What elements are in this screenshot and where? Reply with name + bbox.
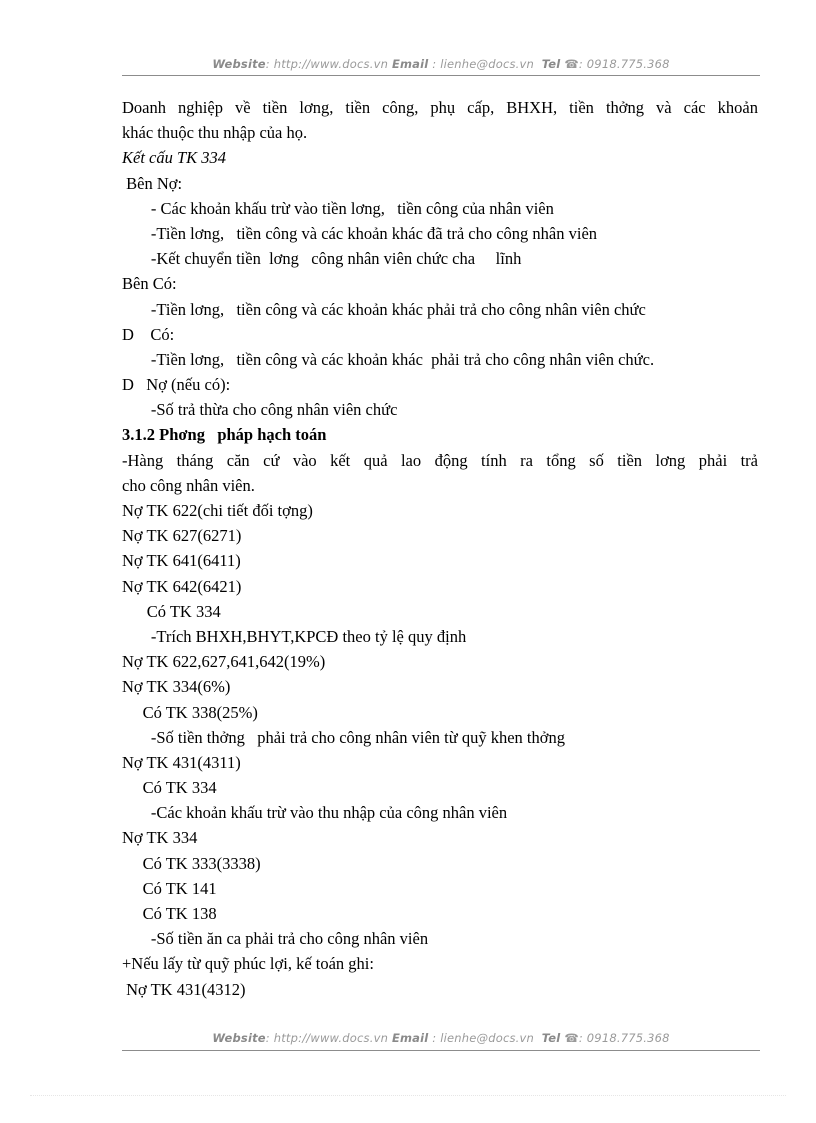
email-label: Email [391, 57, 429, 71]
paragraph-line: -Số trả thừa cho công nhân viên chức [122, 400, 398, 420]
paragraph-line: -Tiền lơng, tiền công và các khoản khác phải trả cho công nhân viên chức [122, 299, 646, 319]
paragraph-line: Doanh nghiệp về tiền lơng, tiền công, phụ cấp, BHXH, tiền thởng và các khoản [122, 98, 758, 117]
paragraph-line: Nợ TK 622,627,641,642(19%) [122, 652, 326, 672]
paragraph-line: -Kết chuyển tiền lơng công nhân viên chức cha lĩnh [122, 249, 522, 269]
paragraph-line: Nợ TK 642(6421) [122, 576, 242, 596]
paragraph-line: D Nợ (nếu có): [122, 375, 231, 395]
paragraph-line: khác thuộc thu nhập của họ. [122, 123, 308, 143]
paragraph-line: Nợ TK 641(6411) [122, 551, 241, 571]
paragraph-line: Nợ TK 334 [122, 828, 198, 848]
email-label: Email [391, 1031, 429, 1045]
paragraph-line: Có TK 333(3338) [122, 853, 261, 873]
tel-label: Tel [541, 57, 561, 71]
page-edge-dots [30, 1095, 786, 1096]
header-divider [122, 75, 760, 76]
paragraph-line: -Tiền lơng, tiền công và các khoản khác phải trả cho công nhân viên chức. [122, 349, 655, 369]
section-heading: 3.1.2 Phơng pháp hạch toán [122, 425, 327, 445]
paragraph-line: D Có: [122, 324, 175, 344]
paragraph-line: Có TK 141 [122, 878, 217, 898]
paragraph-line: - Các khoản khấu trừ vào tiền lơng, tiền công của nhân viên [122, 198, 554, 218]
document-body [122, 95, 758, 1002]
tel-label: Tel [541, 1031, 561, 1045]
paragraph-line: Có TK 338(25%) [122, 702, 258, 722]
paragraph-line: Nợ TK 334(6%) [122, 677, 231, 697]
website-label: Website [212, 57, 266, 71]
phone-icon: ☎ [564, 1031, 579, 1045]
website-label: Website [212, 1031, 266, 1045]
paragraph-line: Nợ TK 431(4312) [122, 979, 246, 999]
phone-icon: ☎ [564, 57, 579, 71]
paragraph-line: Nợ TK 431(4311) [122, 752, 241, 772]
footer-divider [122, 1050, 760, 1051]
page-footer [122, 1031, 760, 1045]
tel-number: : 0918.775.368 [578, 57, 670, 71]
page-header [122, 57, 760, 71]
paragraph-line: -Số tiền thởng phải trả cho công nhân viên từ quỹ khen thởng [122, 727, 565, 747]
website-url[interactable]: : http://www.docs.vn [265, 1031, 389, 1045]
section-subheading: Kết cấu TK 334 [122, 148, 227, 168]
paragraph-line: Bên Nợ: [122, 173, 183, 193]
tel-number: : 0918.775.368 [578, 1031, 670, 1045]
paragraph-line: -Các khoản khấu trừ vào thu nhập của công nhân viên [122, 803, 508, 823]
email-address[interactable]: : lienhe@docs.vn [432, 57, 535, 71]
paragraph-line: -Số tiền ăn ca phải trả cho công nhân viên [122, 929, 429, 949]
paragraph-line: +Nếu lấy từ quỹ phúc lợi, kế toán ghi: [122, 954, 374, 974]
paragraph-line: Bên Có: [122, 274, 177, 294]
paragraph-line: -Trích BHXH,BHYT,KPCĐ theo tỷ lệ quy định [122, 626, 467, 646]
paragraph-line: Có TK 334 [122, 778, 217, 798]
email-address[interactable]: : lienhe@docs.vn [432, 1031, 535, 1045]
paragraph-line: -Tiền lơng, tiền công và các khoản khác đã trả cho công nhân viên [122, 223, 598, 243]
paragraph-line: Có TK 334 [122, 601, 221, 621]
paragraph-line: Nợ TK 622(chi tiết đối tợng) [122, 501, 313, 520]
paragraph-line: cho công nhân viên. [122, 475, 255, 495]
paragraph-line: -Hàng tháng căn cứ vào kết quả lao động tính ra tổng số tiền lơng phải trả [122, 450, 758, 470]
paragraph-line: Nợ TK 627(6271) [122, 526, 242, 546]
paragraph-line: Có TK 138 [122, 904, 217, 923]
website-url[interactable]: : http://www.docs.vn [265, 57, 389, 71]
